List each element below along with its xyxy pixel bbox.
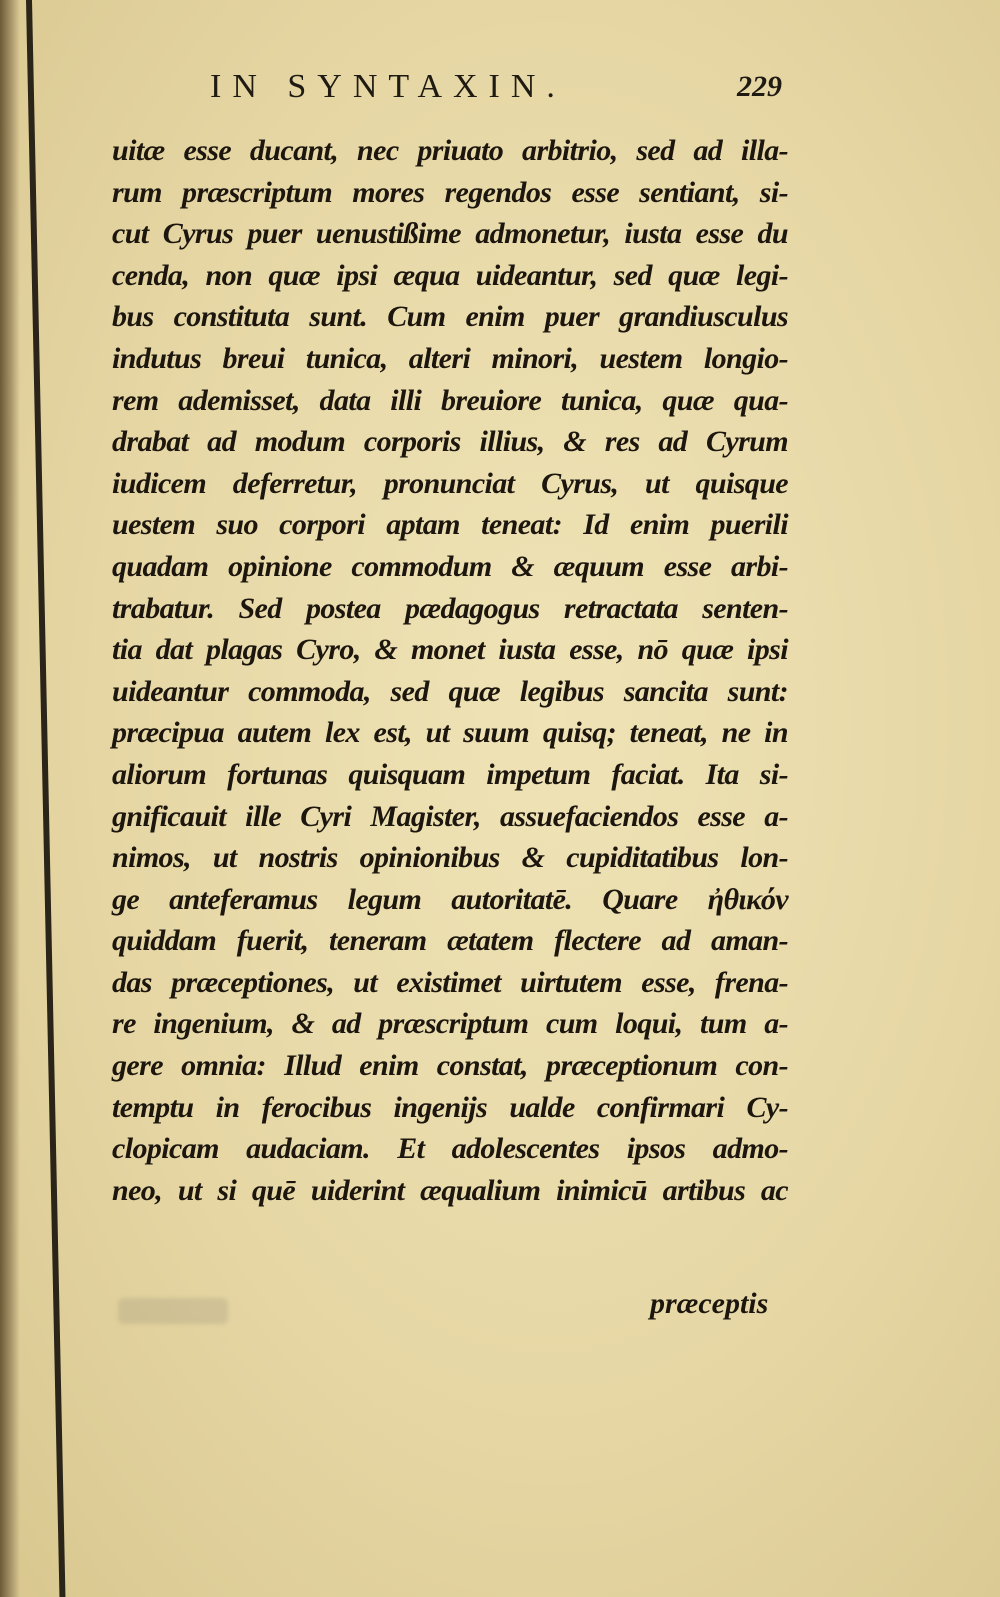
margin-rule-line	[26, 0, 65, 1597]
text-line: temptu in ferocibus ingenijs ualde confirmari Cy-	[112, 1090, 788, 1124]
text-line: trabatur. Sed postea pædagogus retractata senten-	[112, 591, 788, 625]
text-line: cut Cyrus puer uenustißime admonetur, iusta esse du	[112, 217, 788, 251]
page-number: 229	[737, 70, 782, 103]
text-line: ge anteferamus legum autoritatē. Quare ἠθικόν	[112, 882, 788, 916]
text-line: uestem suo corpori aptam teneat: Id enim puerili	[112, 508, 788, 542]
page-binding-edge	[0, 0, 20, 1597]
text-line: clopicam audaciam. Et adolescentes ipsos admo-	[112, 1132, 788, 1166]
text-line: tia dat plagas Cyro, & monet iusta esse, nō quæ ipsi	[112, 633, 788, 667]
text-line: cenda, non quæ ipsi æqua uideantur, sed quæ legi-	[112, 258, 788, 292]
text-line: præcipua autem lex est, ut suum quisq; teneat, ne in	[112, 716, 788, 750]
text-line: uitæ esse ducant, nec priuato arbitrio, sed ad illa-	[112, 134, 788, 167]
catchword: præceptis	[650, 1287, 769, 1320]
text-line: uideantur commoda, sed quæ legibus sancita sunt:	[112, 674, 788, 708]
running-title: IN SYNTAXIN.	[210, 68, 566, 105]
text-line: bus constituta sunt. Cum enim puer grandiusculus	[112, 300, 788, 334]
text-line: rem ademisset, data illi breuiore tunica, quæ qua-	[112, 383, 788, 417]
text-line: gere omnia: Illud enim constat, præceptionum con-	[112, 1049, 788, 1083]
faded-stain	[118, 1298, 228, 1324]
text-line: quadam opinione commodum & æquum esse arbi-	[112, 549, 788, 583]
text-line: aliorum fortunas quisquam impetum faciat. Ita si-	[112, 757, 788, 791]
text-line: nimos, ut nostris opinionibus & cupiditatibus lon-	[112, 841, 788, 875]
text-line: re ingenium, & ad præscriptum cum loqui, tum a-	[112, 1007, 788, 1041]
body-text	[112, 130, 788, 1211]
text-line: neo, ut si quē uiderint æqualium inimicū artibus ac	[112, 1173, 788, 1207]
text-line: das præceptiones, ut existimet uirtutem esse, frena-	[112, 965, 788, 999]
text-line: indutus breui tunica, alteri minori, uestem longio-	[112, 341, 788, 375]
text-line: iudicem deferretur, pronunciat Cyrus, ut quisque	[112, 466, 788, 500]
page-header	[160, 68, 800, 114]
text-line: quiddam fuerit, teneram ætatem flectere ad aman-	[112, 924, 788, 958]
text-line: rum præscriptum mores regendos esse sentiant, si-	[112, 175, 788, 209]
text-line: drabat ad modum corporis illius, & res ad Cyrum	[112, 425, 788, 459]
text-line: gnificauit ille Cyri Magister, assuefaciendos esse a-	[112, 799, 788, 833]
